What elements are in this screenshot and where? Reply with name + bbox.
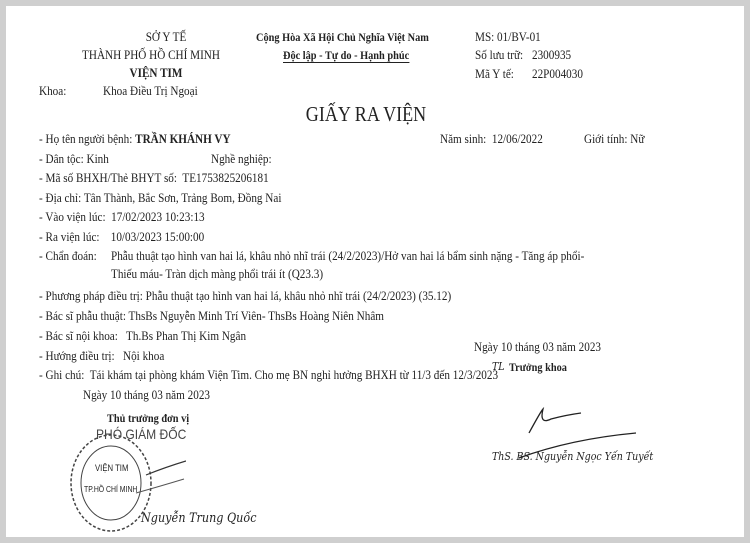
right-sign-prefix: TL [492, 360, 505, 373]
dob: 12/06/2022 [491, 131, 543, 146]
patient-name: TRẦN KHÁNH VY [135, 131, 231, 146]
diagnosis-label: - Chẩn đoán: [39, 248, 97, 263]
dob-label: Năm sinh: [440, 131, 487, 146]
internist-row [39, 328, 246, 344]
diagnosis-line-2: Thiếu máu- Tràn dịch màng phổi trái ít (Q23.3) [111, 266, 324, 281]
address: Tân Thành, Bắc Sơn, Trảng Bom, Đồng Nai [83, 190, 282, 205]
admit-label: - Vào viện lúc: [39, 209, 106, 224]
motto-text: Độc lập - Tự do - Hạnh phúc [283, 48, 410, 62]
method-label: - Phương pháp điều trị: [39, 288, 143, 303]
sex-label: Giới tính: [584, 131, 628, 146]
stamp-text-1: VIỆN TIM [95, 463, 129, 473]
note-label: - Ghi chú: [39, 367, 85, 382]
discharge-label: - Ra viện lúc: [39, 229, 100, 244]
form-code: MS: 01/BV-01 [475, 29, 541, 44]
patient-name-label: - Họ tên người bệnh: [39, 131, 133, 146]
motto [283, 47, 409, 63]
admit-row [39, 209, 205, 225]
ethnic-label: - Dân tộc: [39, 151, 84, 166]
left-sign-date: Ngày 10 tháng 03 năm 2023 [83, 387, 210, 402]
admit-time: 17/02/2023 10:23:13 [111, 209, 205, 224]
right-sign-date: Ngày 10 tháng 03 năm 2023 [474, 339, 601, 354]
dept-line-2: THÀNH PHỐ HỒ CHÍ MINH [82, 47, 220, 62]
address-label: - Địa chỉ: [39, 190, 82, 205]
surgeon-label: - Bác sĩ phẫu thuật: [39, 308, 126, 323]
discharge-row [39, 229, 204, 245]
right-sign-role: Trưởng khoa [509, 360, 567, 374]
diagnosis-line-1: Phẫu thuật tạo hình van hai lá, khâu nhỏ nhĩ trái (24/2/2023)/Hở van hai lá bẩm sinh nặng - Tăng áp phổi- [111, 248, 585, 263]
stamp-text-2: TP.HỒ CHÍ MINH [84, 485, 138, 494]
internist: Th.Bs Phan Thị Kim Ngân [126, 328, 247, 343]
direction-label: - Hướng điều trị: [39, 348, 115, 363]
dob-row [440, 131, 543, 147]
left-sign-role: Thủ trưởng đơn vị [107, 411, 190, 425]
archive-number: 2300935 [532, 47, 572, 62]
direction-row [39, 348, 164, 364]
sex: Nữ [630, 131, 645, 146]
insurance-label: - Mã số BHXH/Thẻ BHYT số: [39, 170, 177, 185]
insurance-row [39, 170, 269, 186]
sex-row [584, 131, 644, 147]
note-row [39, 367, 498, 383]
left-sign-position: PHÓ GIÁM ĐỐC [96, 426, 187, 442]
right-signer-name: ThS. BS. Nguyễn Ngọc Yến Tuyết [492, 450, 654, 463]
medical-code-label: Mã Y tế: [475, 66, 514, 81]
document-title: GIẤY RA VIỆN [305, 102, 427, 126]
discharge-time: 10/03/2023 15:00:00 [110, 229, 205, 244]
medical-code: 22P004030 [532, 66, 583, 81]
insurance-number: TE1753825206181 [182, 170, 269, 185]
nation-header: Cộng Hòa Xã Hội Chủ Nghĩa Việt Nam [256, 30, 429, 44]
internist-label: - Bác sĩ nội khoa: [39, 328, 118, 343]
archive-label: Số lưu trữ: [475, 47, 524, 62]
address-row [39, 190, 281, 206]
surgeon-row [39, 308, 384, 324]
khoa-label: Khoa: [39, 83, 67, 98]
method: Phẫu thuật tạo hình van hai lá, khâu nhỏ nhĩ trái (24/2/2023) (35.12) [145, 288, 452, 303]
left-signer-name: Nguyễn Trung Quốc [141, 511, 257, 526]
method-row [39, 288, 451, 304]
direction: Nội khoa [123, 348, 165, 363]
job-label: Nghề nghiệp: [211, 151, 272, 166]
patient-name-row [39, 131, 231, 147]
hospital-name: VIỆN TIM [129, 65, 183, 80]
dept-line-1: SỞ Y TẾ [145, 29, 187, 44]
ethnic: Kinh [86, 151, 109, 166]
surgeon: ThsBs Nguyễn Minh Trí Viên- ThsBs Hoàng Niên Nhâm [128, 308, 384, 323]
discharge-paper [6, 6, 744, 537]
ethnic-row [39, 151, 109, 167]
khoa-value: Khoa Điều Trị Ngoại [103, 83, 198, 98]
note: Tái khám tại phòng khám Viện Tim. Cho mẹ BN nghỉ hưởng BHXH từ 11/3 đến 12/3/2023 [89, 367, 499, 382]
